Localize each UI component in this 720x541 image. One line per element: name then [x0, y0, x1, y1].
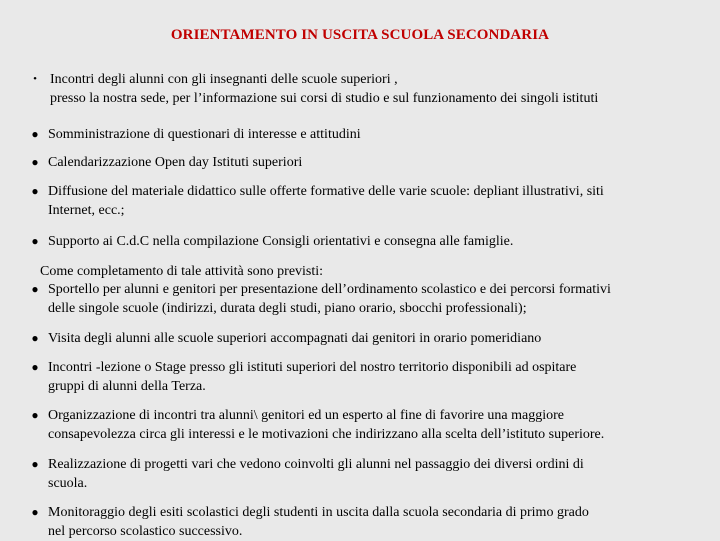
- list-item-line: scuola.: [48, 476, 88, 491]
- intro-text: Come completamento di tale attività sono previsti:: [40, 264, 324, 279]
- bullet-icon: ●: [31, 457, 39, 471]
- list-item-text: [48, 329, 708, 348]
- list-item-text: [48, 358, 708, 396]
- bullet-icon: ●: [31, 155, 39, 169]
- list-item-text: [48, 125, 708, 144]
- list-item-line: Incontri -lezione o Stage presso gli istituti superiori del nostro territorio disponibili ad ospitare: [48, 360, 577, 375]
- list-item-line: consapevolezza circa gli interessi e le motivazioni che indirizzano alla scelta dell’istituto superiore.: [48, 427, 605, 442]
- list-item-text: [48, 280, 708, 318]
- bullet-icon: ●: [31, 331, 39, 345]
- list-item-line: nel percorso scolastico successivo.: [48, 524, 243, 539]
- page-title: ORIENTAMENTO IN USCITA SCUOLA SECONDARIA: [170, 27, 550, 43]
- list-item-text: [48, 182, 708, 220]
- list-item-line: presso la nostra sede, per l’informazione sui corsi di studio e sul funzionamento dei singoli istituti: [50, 91, 599, 106]
- list-item-line: Monitoraggio degli esiti scolastici degli studenti in uscita dalla scuola secondaria di primo grado: [48, 505, 589, 520]
- list-item-line: Internet, ecc.;: [48, 203, 125, 218]
- list-item-line: Incontri degli alunni con gli insegnanti delle scuole superiori ,: [50, 72, 398, 87]
- bullet-icon: ●: [31, 408, 39, 422]
- list-item-line: Calendarizzazione Open day Istituti superiori: [48, 155, 303, 170]
- list-item-text: [48, 406, 708, 444]
- list-item-line: Realizzazione di progetti vari che vedono coinvolti gli alunni nel passaggio dei diversi ordini di: [48, 457, 584, 472]
- bullet-icon: ●: [31, 127, 39, 141]
- bullet-icon: ●: [31, 360, 39, 374]
- list-item-line: Visita degli alunni alle scuole superiori accompagnati dai genitori in orario pomeridiano: [48, 331, 542, 346]
- list-item-line: Organizzazione di incontri tra alunni\ genitori ed un esperto al fine di favorire una maggiore: [48, 408, 564, 423]
- list-item-text: [48, 503, 708, 541]
- list-item-line: delle singole scuole (indirizzi, durata degli studi, piano orario, sbocchi professionali);: [48, 301, 527, 316]
- bullet-icon: ●: [31, 505, 39, 519]
- list-item-text: [48, 455, 708, 493]
- list-item-line: Supporto ai C.d.C nella compilazione Consigli orientativi e consegna alle famiglie.: [48, 234, 514, 249]
- bullet-icon: •: [33, 73, 37, 85]
- bullet-icon: ●: [31, 282, 39, 296]
- list-item-text: [50, 70, 710, 108]
- bullet-icon: ●: [31, 234, 39, 248]
- list-item-line: Diffusione del materiale didattico sulle offerte formative delle varie scuole: depliant illustrativi, siti: [48, 184, 604, 199]
- bullet-icon: ●: [31, 184, 39, 198]
- list-item-text: [48, 232, 708, 251]
- list-item-line: gruppi di alunni della Terza.: [48, 379, 206, 394]
- list-item-line: Sportello per alunni e genitori per presentazione dell’ordinamento scolastico e dei percorsi formativi: [48, 282, 611, 297]
- list-item-text: [48, 153, 708, 172]
- list-item-line: Somministrazione di questionari di interesse e attitudini: [48, 127, 361, 142]
